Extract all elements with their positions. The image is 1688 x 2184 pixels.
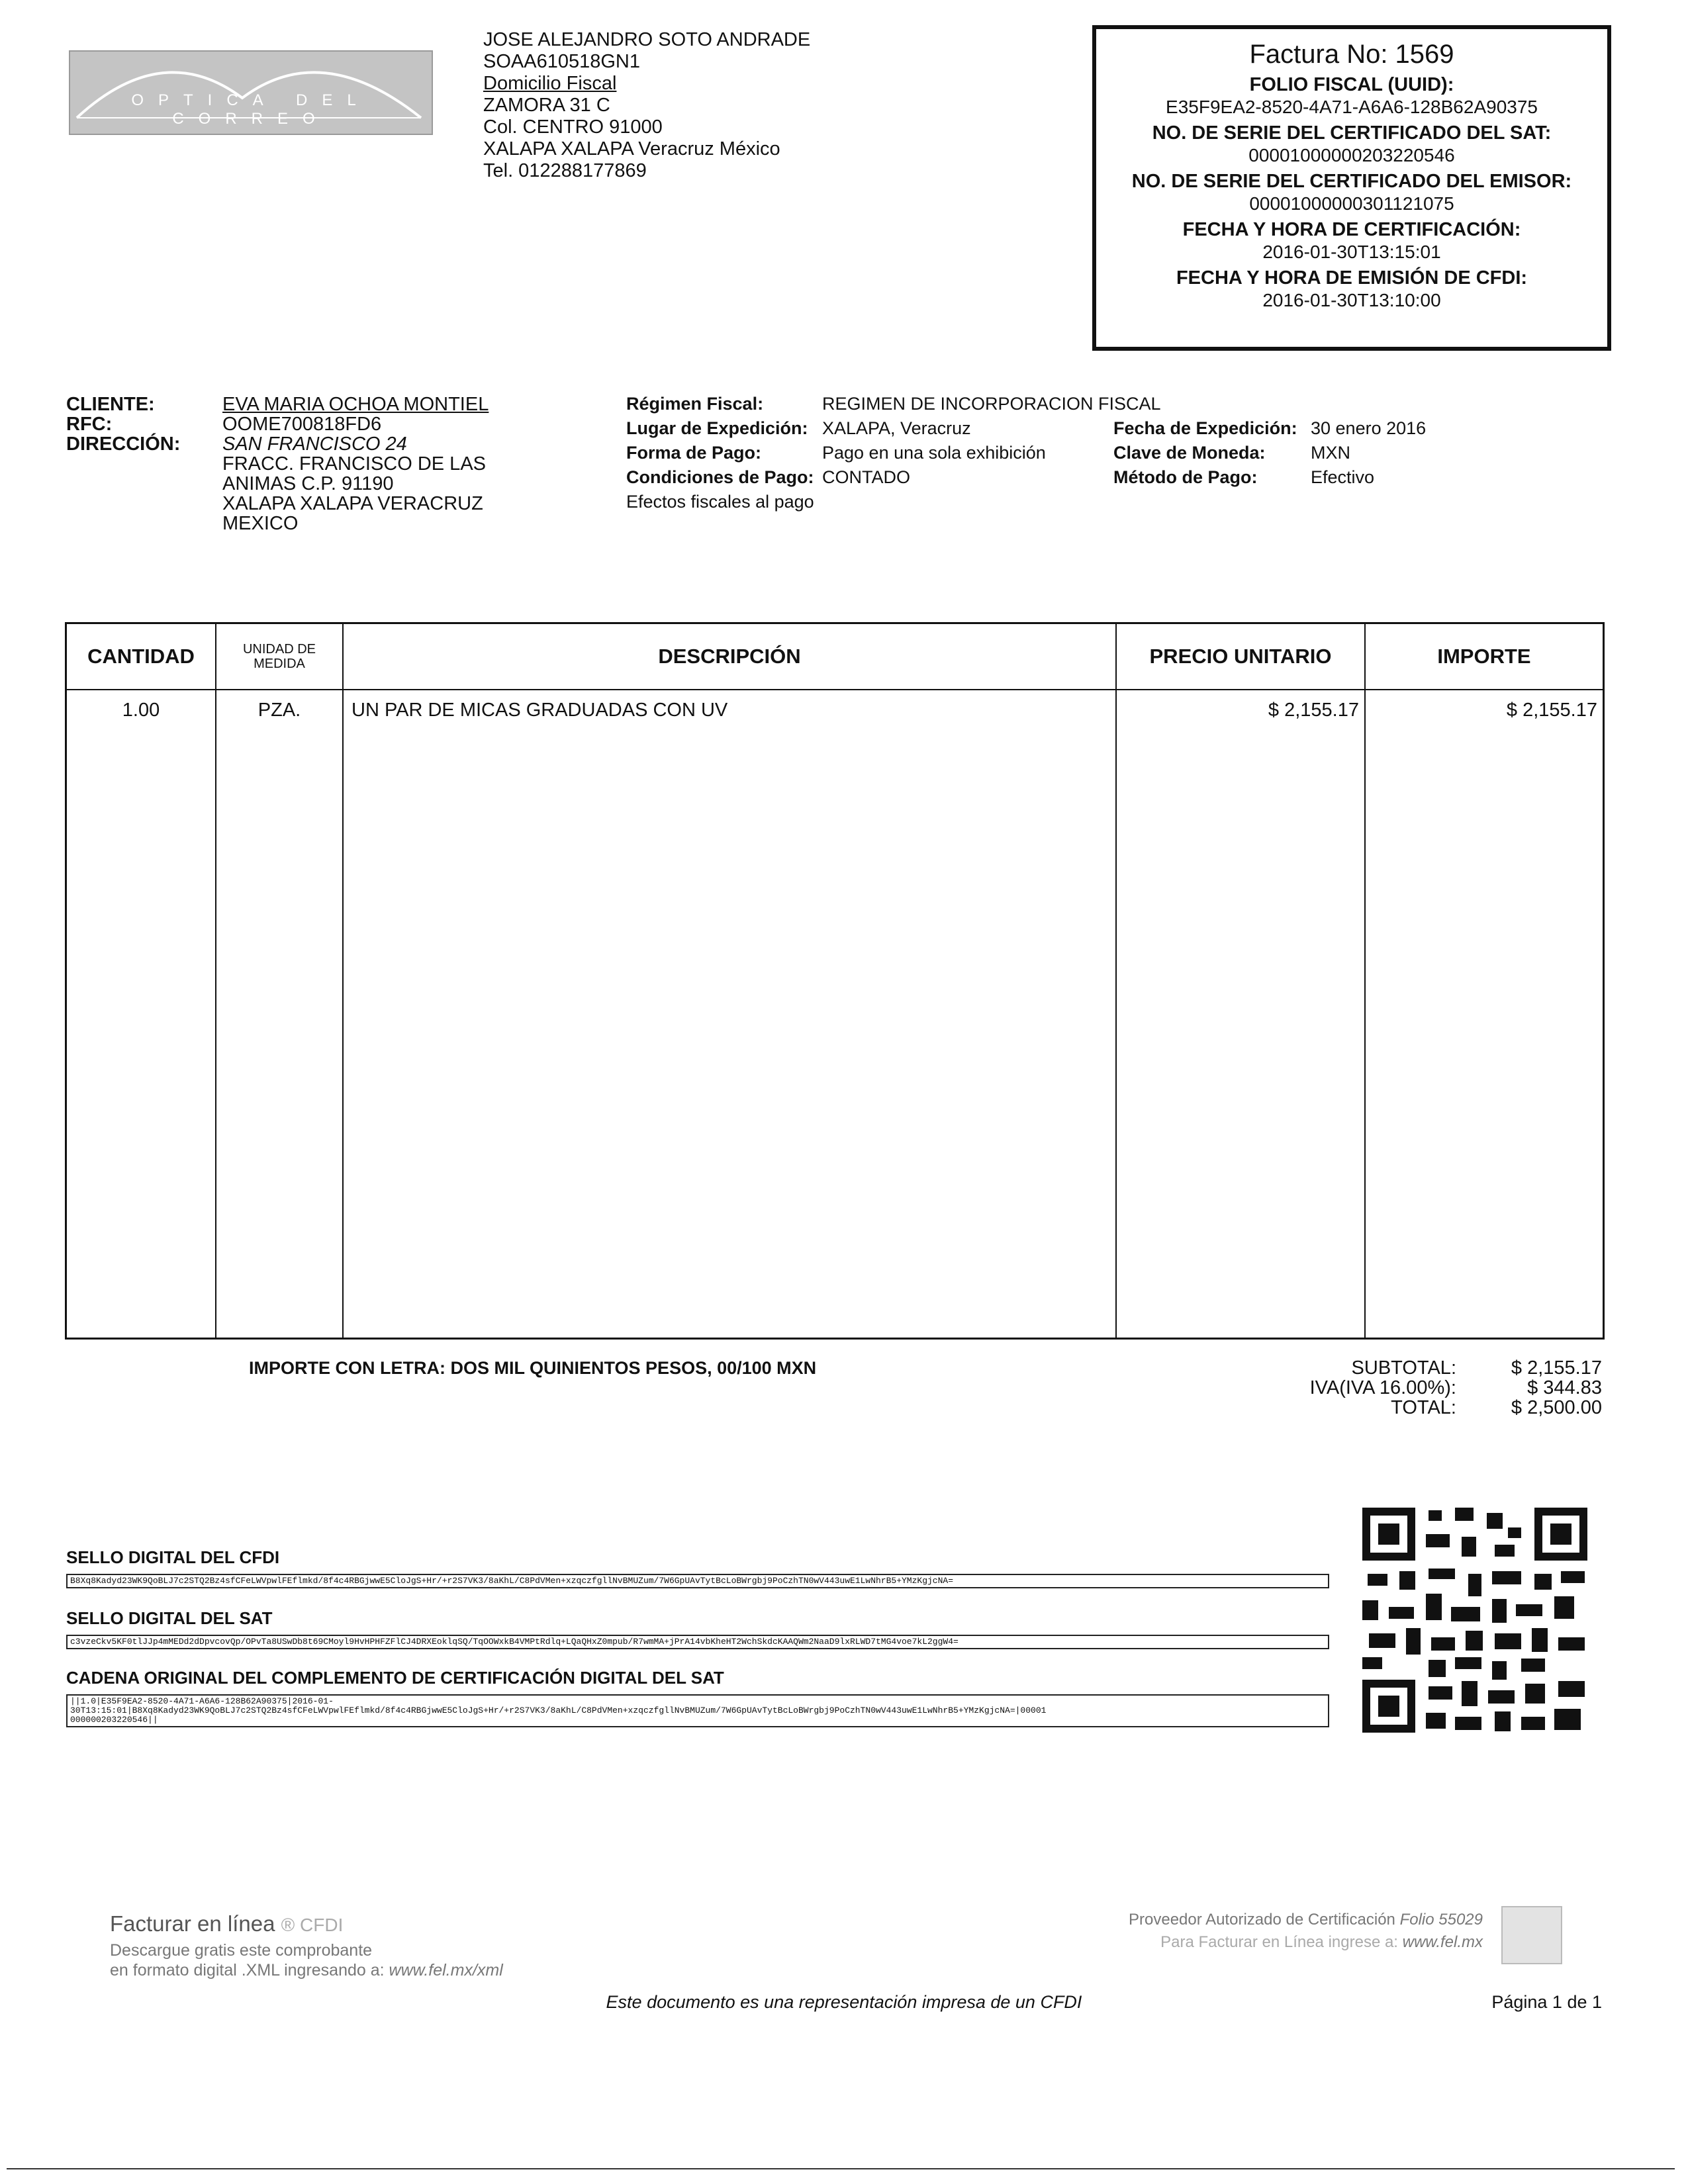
sat-seal-icon	[1501, 1906, 1562, 1964]
client-name: EVA MARIA OCHOA MONTIEL	[222, 394, 489, 415]
cadena-title: CADENA ORIGINAL DEL COMPLEMENTO DE CERTIFICACIÓN DIGITAL DEL SAT	[66, 1668, 724, 1688]
rfc-label: RFC:	[66, 414, 113, 435]
fecha-emision-label: FECHA Y HORA DE EMISIÓN DE CFDI:	[1176, 267, 1528, 289]
fiscal-values-right	[1311, 416, 1426, 490]
lugar-label: Lugar de Expedición:	[626, 418, 808, 438]
client-address-5: MEXICO	[222, 513, 299, 534]
provider-site-link[interactable]: www.fel.mx	[1402, 1933, 1483, 1951]
logo-text: OPTICA DEL CORREO	[131, 91, 371, 128]
folio-fiscal-value: E35F9EA2-8520-4A71-A6A6-128B62A90375	[1166, 97, 1538, 117]
issuer-colonia: Col. CENTRO 91000	[483, 116, 663, 138]
letra-label: IMPORTE CON LETRA:	[249, 1358, 445, 1378]
fecha-exp-value: 30 enero 2016	[1311, 418, 1427, 438]
lugar-value: XALAPA, Veracruz	[822, 418, 971, 438]
forma-value: Pago en una sola exhibición	[822, 443, 1046, 463]
client-address-2: FRACC. FRANCISCO DE LAS	[222, 453, 486, 475]
totals-values	[1460, 1358, 1602, 1418]
client-values	[222, 394, 489, 533]
header-cantidad: CANTIDAD	[66, 623, 216, 690]
row-cantidad: 1.00	[66, 690, 216, 1339]
issuer-street: ZAMORA 31 C	[483, 95, 610, 116]
direccion-label: DIRECCIÓN:	[66, 433, 181, 455]
sello-sat-box: c3vzeCkv5KF0tlJJp4mMEDd2dDpvcovQp/OPvTa8USwDb8t69CMoyl9HvHPHFZFlCJ4DRXEoklqSQ/TqOOWxkB4VMPtRdlq+LQaQHxZ0mpub/R7wmMA+jPrA14vbKheHT2WchSkdcKAAQWm2NaaD9lxRLWD7tMG4voe7kL2ggW4=	[66, 1635, 1329, 1649]
footer-brand-mark: ® CFDI	[281, 1915, 344, 1935]
bottom-rule	[7, 2168, 1675, 2169]
header-importe: IMPORTE	[1365, 623, 1604, 690]
qr-code	[1362, 1508, 1587, 1733]
page-number: Página 1 de 1	[1491, 1992, 1602, 2012]
client-labels	[66, 394, 180, 454]
cert-sat-label: NO. DE SERIE DEL CERTIFICADO DEL SAT:	[1152, 122, 1552, 144]
footer-provider	[1033, 1909, 1483, 1954]
representation-note: Este documento es una representación impresa de un CFDI	[606, 1992, 1082, 2012]
efectos-text: Efectos fiscales al pago	[626, 492, 814, 512]
issuer-block	[483, 29, 810, 182]
cert-emisor-label: NO. DE SERIE DEL CERTIFICADO DEL EMISOR:	[1131, 171, 1572, 192]
sello-cfdi-title: SELLO DIGITAL DEL CFDI	[66, 1547, 280, 1567]
total-label: TOTAL:	[1391, 1397, 1456, 1418]
fecha-cert-value: 2016-01-30T13:15:01	[1262, 242, 1441, 262]
subtotal-label: SUBTOTAL:	[1351, 1357, 1456, 1379]
footer-download-text	[110, 1940, 503, 1980]
iva-label: IVA(IVA 16.00%):	[1309, 1377, 1456, 1398]
fecha-cert-label: FECHA Y HORA DE CERTIFICACIÓN:	[1182, 219, 1521, 240]
issuer-city: XALAPA XALAPA Veracruz México	[483, 138, 780, 159]
company-logo	[69, 50, 433, 135]
regimen-value: REGIMEN DE INCORPORACION FISCAL	[822, 394, 1161, 414]
header-precio: PRECIO UNITARIO	[1116, 623, 1365, 690]
sello-cfdi-box: B8Xq8Kadyd23WK9QoBLJ7c2STQ2Bz4sfCFeLWVpwlFEflmkd/8f4c4RBGjwwE5CloJgS+Hr/+r2S7VK3/8aKhL/C8PdVMen+xzqczfgllNvBMUZum/7W6GpUAvTytBcLoBWrgbj9PoCzhTN0wV443uwE1LwNhrB5+YMzKgjcNA=	[66, 1574, 1329, 1588]
subtotal-value: $ 2,155.17	[1511, 1357, 1602, 1379]
cert-emisor-value: 00001000000301121075	[1249, 193, 1454, 214]
forma-label: Forma de Pago:	[626, 443, 762, 463]
regimen-label: Régimen Fiscal:	[626, 394, 764, 414]
table-row	[66, 690, 1604, 1339]
table-header-row	[66, 623, 1604, 690]
fecha-emision-value: 2016-01-30T13:10:00	[1262, 290, 1441, 310]
totals-labels	[1218, 1358, 1456, 1418]
client-address-4: XALAPA XALAPA VERACRUZ	[222, 493, 483, 514]
footer-brand	[110, 1911, 343, 1936]
condiciones-value: CONTADO	[822, 467, 910, 487]
fiscal-labels-right	[1113, 416, 1297, 490]
cadena-line-2: 30T13:15:01|B8Xq8Kadyd23WK9QoBLJ7c2STQ2Bz4sfCFeLWVpwlFEflmkd/8f4c4RBGjwwE5CloJgS+Hr/+r2S7VK3/8aKhL/C8PdVMen+xzqczfgllNvBMUZum/7W6GpUAvTytBcLoBWrgbj9PoCzhTN0wV443uwE1LwNhrB5+YMzKgjcNA=|00001	[70, 1706, 1047, 1715]
metodo-value: Efectivo	[1311, 467, 1375, 487]
header-descripcion: DESCRIPCIÓN	[343, 623, 1116, 690]
issuer-name: JOSE ALEJANDRO SOTO ANDRADE	[483, 29, 811, 50]
cadena-line-1: ||1.0|E35F9EA2-8520-4A71-A6A6-128B62A90375|2016-01-	[70, 1696, 334, 1706]
fiscal-values	[822, 392, 1161, 490]
importe-con-letra	[249, 1358, 816, 1379]
sello-sat-title: SELLO DIGITAL DEL SAT	[66, 1608, 273, 1628]
issuer-rfc: SOAA610518GN1	[483, 51, 640, 72]
iva-value: $ 344.83	[1527, 1377, 1602, 1398]
cert-sat-value: 00001000000203220546	[1248, 145, 1455, 165]
metodo-label: Método de Pago:	[1113, 467, 1258, 487]
domicilio-fiscal-label: Domicilio Fiscal	[483, 73, 617, 94]
header-unidad-line1: UNIDAD DE	[242, 642, 316, 657]
folio-fiscal-label: FOLIO FISCAL (UUID):	[1249, 74, 1454, 95]
fecha-exp-label: Fecha de Expedición:	[1113, 418, 1297, 438]
factura-info-box	[1092, 25, 1611, 351]
client-address-1: SAN FRANCISCO 24	[222, 433, 407, 455]
client-rfc: OOME700818FD6	[222, 414, 382, 435]
footer-line-1: Descargue gratis este comprobante	[110, 1941, 373, 1960]
moneda-label: Clave de Moneda:	[1113, 443, 1266, 463]
header-unidad	[216, 623, 343, 690]
total-value: $ 2,500.00	[1511, 1397, 1602, 1418]
cadena-line-3: 000000203220546||	[70, 1715, 158, 1725]
letra-value: DOS MIL QUINIENTOS PESOS, 00/100 MXN	[450, 1358, 817, 1378]
cadena-box	[66, 1694, 1329, 1727]
cliente-label: CLIENTE:	[66, 394, 155, 415]
provider-folio: Folio 55029	[1399, 1911, 1483, 1929]
footer-brand-name: Facturar en línea	[110, 1911, 275, 1936]
footer-url-link[interactable]: www.fel.mx/xml	[389, 1961, 503, 1979]
provider-text: Proveedor Autorizado de Certificación	[1129, 1911, 1395, 1929]
header-unidad-line2: MEDIDA	[254, 657, 305, 671]
footer-line-2: en formato digital .XML ingresando a:	[110, 1961, 385, 1979]
row-descripcion: UN PAR DE MICAS GRADUADAS CON UV	[343, 690, 1116, 1339]
condiciones-label: Condiciones de Pago:	[626, 467, 814, 487]
provider-para-text: Para Facturar en Línea ingrese a:	[1160, 1933, 1398, 1951]
moneda-value: MXN	[1311, 443, 1350, 463]
row-unidad: PZA.	[216, 690, 343, 1339]
items-table	[65, 622, 1605, 1340]
factura-number: Factura No: 1569	[1249, 40, 1454, 69]
row-importe: $ 2,155.17	[1365, 690, 1604, 1339]
row-precio: $ 2,155.17	[1116, 690, 1365, 1339]
fiscal-labels	[626, 392, 814, 514]
issuer-tel: Tel. 012288177869	[483, 160, 647, 181]
client-address-3: ANIMAS C.P. 91190	[222, 473, 394, 494]
